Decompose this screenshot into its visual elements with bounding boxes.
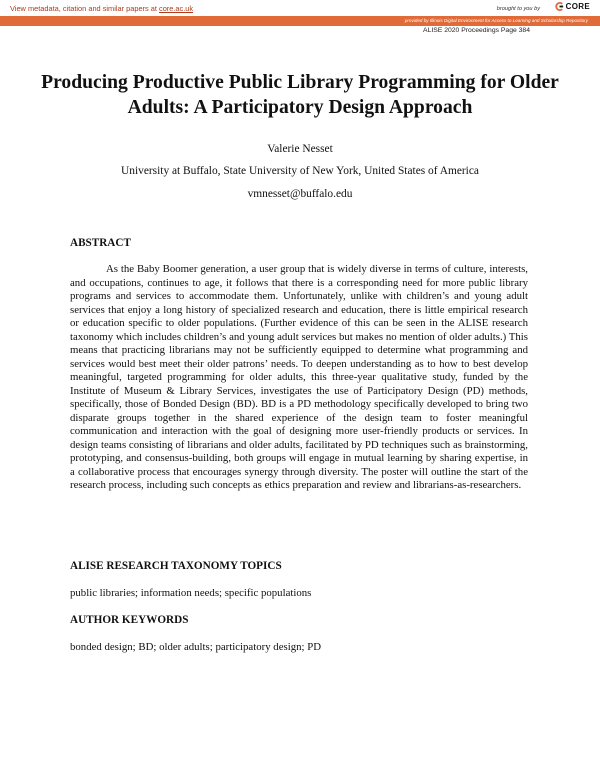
- taxonomy-heading: ALISE RESEARCH TAXONOMY TOPICS: [70, 560, 282, 572]
- core-ac-uk-link[interactable]: core.ac.uk: [159, 4, 194, 13]
- keywords-text: bonded design; BD; older adults; participatory design; PD: [70, 641, 321, 653]
- author-name: Valerie Nesset: [267, 143, 333, 155]
- taxonomy-text: public libraries; information needs; specific populations: [70, 587, 312, 599]
- brought-to-you-by: brought to you by: [496, 6, 540, 12]
- core-logo-icon: [555, 2, 564, 11]
- author-email: vmnesset@buffalo.edu: [247, 188, 353, 200]
- core-brand: CORE: [565, 2, 590, 11]
- provided-by-bar: [0, 16, 600, 26]
- view-metadata-text: View metadata, citation and similar papers at: [10, 4, 159, 13]
- abstract-text: As the Baby Boomer generation, a user group that is widely diverse in terms of culture, interests, and occupations, continues to age, it follows that there is a corresponding need for more public library programs and services to accommodate them. Unfortunately, unlike with children’s and young adult services that enjoy a long history of specialized research and education, there is little empirical research or education specific to older populations. (Further evidence of this can be seen in the ALISE research taxonomy which includes children’s and young adult services but makes no mention of older adults.) This means that practicing librarians may not be sufficiently equipped to determine what programming and services would best meet their older patrons’ needs. To deepen understanding as to how to best develop meaningful, targeted programming for older adults, this three-year qualitative study, funded by the Institute of Museum & Library Services, investigates the use of Participatory Design (PD) methods, specifically, those of Bonded Design (BD). BD is a PD methodology specifically developed to bring two disparate groups together in the shared experience of the design team to foster meaningful communication and interaction with the goal of designing more user-friendly products or services. In design teams consisting of librarians and older adults, facilitated by PD techniques such as brainstorming, prototyping, and consensus-building, both groups will engage in mutual learning by sharing expertise, in a collaborative process that encourages synergy through diversity. The poster will outline the start of the research process, including such concepts as ethics preparation and review and librarians-as-researchers.: [70, 263, 528, 491]
- view-metadata-link[interactable]: [10, 4, 193, 13]
- provided-by-text[interactable]: provided by Illinois Digital Environment for Access to Learning and Scholarship Repository: [404, 18, 588, 23]
- keywords-heading: AUTHOR KEYWORDS: [70, 614, 189, 626]
- core-logo[interactable]: [555, 2, 590, 11]
- author-affiliation: University at Buffalo, State University of New York, United States of America: [121, 165, 479, 177]
- core-banner: [0, 0, 600, 16]
- running-head: ALISE 2020 Proceedings Page 384: [423, 27, 530, 34]
- paper-title: Producing Productive Public Library Programming for Older Adults: A Participatory Design Approach: [41, 72, 559, 118]
- abstract-heading: ABSTRACT: [70, 237, 131, 249]
